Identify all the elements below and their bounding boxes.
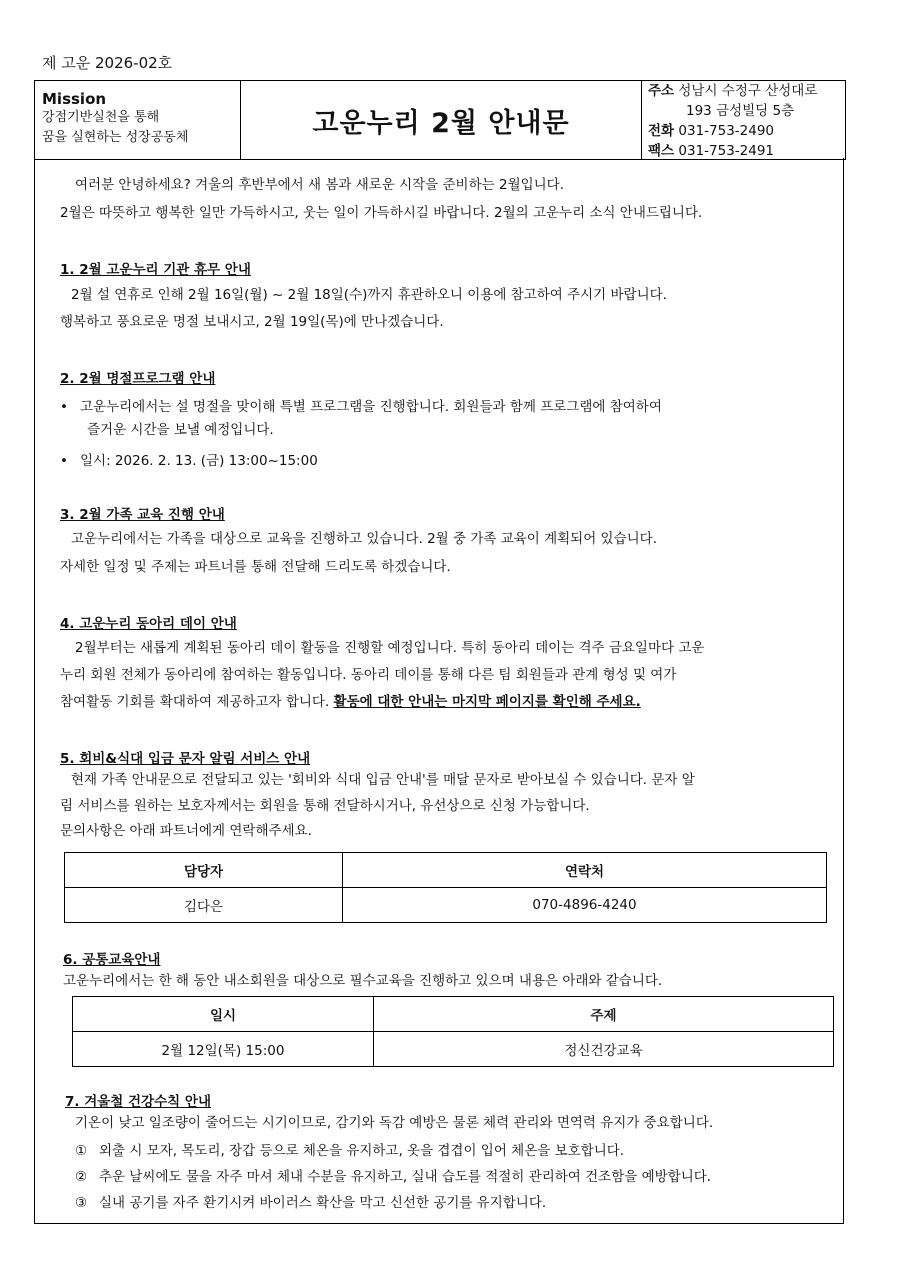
bullet-text: 고운누리에서는 설 명절을 맞이해 특별 프로그램을 진행합니다. 회원들과 함께 프로그램에 참여하여 bbox=[80, 399, 662, 415]
section-text: 자세한 일정 및 주제는 파트너를 통해 전달해 드리도록 하겠습니다. bbox=[60, 559, 451, 575]
section-text bbox=[60, 693, 641, 711]
table-row bbox=[65, 888, 827, 923]
mission-title: Mission bbox=[42, 90, 107, 108]
table-row bbox=[73, 1032, 834, 1067]
bullet-item: • 일시: 2026. 2. 13. (금) 13:00~15:00 bbox=[60, 453, 318, 469]
section-title: 2. 2월 명절프로그램 안내 bbox=[60, 371, 216, 387]
phone-number: 031-753-2490 bbox=[678, 123, 775, 139]
section-text: 행복하고 풍요로운 명절 보내시고, 2월 19일(목)에 만나겠습니다. bbox=[60, 314, 444, 330]
list-item bbox=[75, 1194, 546, 1212]
section-title: 1. 2월 고운누리 기관 휴무 안내 bbox=[60, 262, 251, 278]
mission-line: 꿈을 실현하는 성장공동체 bbox=[42, 130, 189, 145]
section-text: 고운누리에서는 가족을 대상으로 교육을 진행하고 있습니다. 2월 중 가족 교육이 계획되어 있습니다. bbox=[71, 531, 658, 547]
table-header-cell: 일시 bbox=[73, 997, 374, 1032]
contact-table bbox=[64, 852, 827, 923]
bullet-text: 일시: 2026. 2. 13. (금) 13:00~15:00 bbox=[80, 453, 318, 469]
item-number: ② bbox=[75, 1169, 88, 1185]
list-item bbox=[75, 1142, 624, 1160]
address-line: 성남시 수정구 산성대로 bbox=[678, 83, 818, 99]
item-text: 추운 날씨에도 물을 자주 마셔 체내 수분을 유지하고, 실내 습도를 적절히 관리하여 건조함을 예방합니다. bbox=[99, 1169, 712, 1185]
section-title: 7. 겨울철 건강수칙 안내 bbox=[65, 1094, 211, 1110]
phone-label: 전화 bbox=[648, 123, 675, 139]
document-body bbox=[34, 158, 844, 1224]
fax-label: 팩스 bbox=[648, 143, 675, 159]
mission-box bbox=[35, 81, 241, 159]
section-text: 기온이 낮고 일조량이 줄어드는 시기이므로, 감기와 독감 예방은 물론 체력 관리와 면역력 유지가 중요합니다. bbox=[75, 1115, 714, 1131]
intro-line: 여러분 안녕하세요? 겨울의 후반부에서 새 봄과 새로운 시작을 준비하는 2월입니다. bbox=[75, 177, 565, 193]
table-cell: 070-4896-4240 bbox=[343, 888, 827, 923]
list-item bbox=[75, 1168, 711, 1186]
table-header-row bbox=[65, 853, 827, 888]
education-table bbox=[72, 996, 834, 1067]
contact-box bbox=[642, 81, 845, 159]
bullet-text: 즐거운 시간을 보낼 예정입니다. bbox=[87, 422, 274, 438]
section-title: 5. 회비&식대 입금 문자 알림 서비스 안내 bbox=[60, 751, 311, 767]
table-header-cell: 연락처 bbox=[343, 853, 827, 888]
table-header-row bbox=[73, 997, 834, 1032]
fax-number: 031-753-2491 bbox=[678, 143, 775, 159]
item-text: 실내 공기를 자주 환기시켜 바이러스 확산을 막고 신선한 공기를 유지합니다. bbox=[99, 1195, 547, 1211]
table-header-cell: 담당자 bbox=[65, 853, 343, 888]
intro-line: 2월은 따뜻하고 행복한 일만 가득하시고, 웃는 일이 가득하시길 바랍니다. 2월의 고운누리 소식 안내드립니다. bbox=[60, 205, 703, 221]
table-cell: 김다은 bbox=[65, 888, 343, 923]
section-text: 2월부터는 새롭게 계획된 동아리 데이 활동을 진행할 예정입니다. 특히 동아리 데이는 격주 금요일마다 고운 bbox=[75, 640, 705, 656]
table-cell: 정신건강교육 bbox=[374, 1032, 834, 1067]
mission-line: 강점기반실천을 통해 bbox=[42, 110, 160, 125]
table-header-cell: 주제 bbox=[374, 997, 834, 1032]
section-title: 4. 고운누리 동아리 데이 안내 bbox=[60, 616, 237, 632]
section-text: 림 서비스를 원하는 보호자께서는 회원을 통해 전달하시거나, 유선상으로 신청 가능합니다. bbox=[60, 798, 590, 814]
section-text: 2월 설 연휴로 인해 2월 16일(월) ~ 2월 18일(수)까지 휴관하오니 이용에 참고하여 주시기 바랍니다. bbox=[71, 287, 667, 303]
section-text-plain: 참여활동 기회를 확대하여 제공하고자 합니다. bbox=[60, 694, 330, 710]
document-title: 고운누리 2월 안내문 bbox=[312, 107, 570, 139]
document-header bbox=[34, 80, 846, 160]
section-title: 3. 2월 가족 교육 진행 안내 bbox=[60, 507, 225, 523]
table-cell: 2월 12일(목) 15:00 bbox=[73, 1032, 374, 1067]
item-number: ③ bbox=[75, 1195, 88, 1211]
item-text: 외출 시 모자, 목도리, 장갑 등으로 체온을 유지하고, 옷을 겹겹이 입어 체온을 보호합니다. bbox=[99, 1143, 625, 1159]
section-text: 고운누리에서는 한 해 동안 내소회원을 대상으로 필수교육을 진행하고 있으며 내용은 아래와 같습니다. bbox=[63, 973, 663, 989]
section-text: 누리 회원 전체가 동아리에 참여하는 활동입니다. 동아리 데이를 통해 다른 팀 회원들과 관계 형성 및 여가 bbox=[60, 667, 677, 683]
bullet-item: • 고운누리에서는 설 명절을 맞이해 특별 프로그램을 진행합니다. 회원들과 함께 프로그램에 참여하여 bbox=[60, 399, 662, 415]
title-box bbox=[241, 81, 642, 159]
address-line: 193 금성빌딩 5층 bbox=[686, 103, 795, 119]
section-text: 문의사항은 아래 파트너에게 연락해주세요. bbox=[60, 823, 312, 839]
item-number: ① bbox=[75, 1143, 88, 1159]
section-text-emphasis: 활동에 대한 안내는 마지막 페이지를 확인해 주세요. bbox=[333, 694, 641, 710]
section-text: 현재 가족 안내문으로 전달되고 있는 '회비와 식대 입금 안내'를 매달 문자로 받아보실 수 있습니다. 문자 알 bbox=[71, 772, 695, 788]
document-number: 제 고운 2026-02호 bbox=[42, 54, 173, 72]
section-title: 6. 공통교육안내 bbox=[63, 952, 161, 968]
address-label: 주소 bbox=[648, 83, 675, 99]
